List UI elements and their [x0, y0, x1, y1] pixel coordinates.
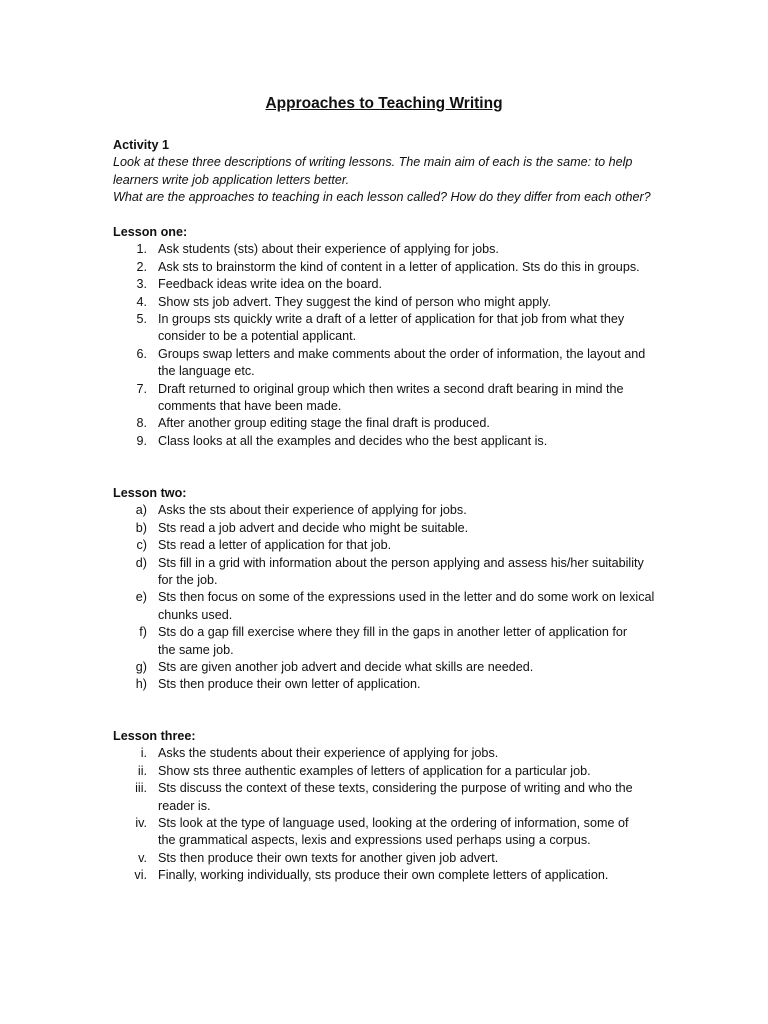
- lesson-step: [113, 659, 673, 676]
- step-text-line: Draft returned to original group which then writes a second draft bearing in mind the: [158, 381, 624, 396]
- lesson-step: [113, 381, 673, 416]
- activity-section: [113, 137, 673, 207]
- activity-intro-line: What are the approaches to teaching in each lesson called? How do they differ from each other?: [113, 190, 651, 205]
- lesson-step: [113, 259, 673, 276]
- step-marker: vi.: [134, 868, 147, 883]
- lesson-step: [113, 815, 673, 850]
- step-text-line: consider to be a potential applicant.: [158, 329, 357, 344]
- lesson-step: [113, 241, 673, 258]
- lesson-one-section: [113, 224, 673, 450]
- step-text-line: Ask students (sts) about their experience of applying for jobs.: [158, 242, 499, 257]
- lesson-three-section: [113, 728, 673, 885]
- step-text-line: Sts fill in a grid with information about the person applying and assess his/her suitability: [158, 555, 644, 570]
- lesson-heading: Lesson three:: [113, 729, 196, 743]
- activity-intro-line: learners write job application letters better.: [113, 172, 350, 187]
- step-marker: 1.: [136, 242, 147, 257]
- step-marker: v.: [138, 850, 147, 865]
- step-marker: g): [135, 660, 147, 675]
- lesson-step: [113, 780, 673, 815]
- step-text-line: the grammatical aspects, lexis and expressions used perhaps using a corpus.: [158, 833, 591, 848]
- step-text-line: comments that have been made.: [158, 399, 342, 414]
- step-marker: 8.: [136, 416, 147, 431]
- step-text-line: Sts are given another job advert and decide what skills are needed.: [158, 660, 534, 675]
- step-text-line: Sts then produce their own letter of application.: [158, 677, 421, 692]
- step-text-line: for the job.: [158, 573, 218, 588]
- step-marker: c): [136, 538, 147, 553]
- step-marker: ii.: [137, 763, 147, 778]
- lesson-step: [113, 555, 673, 590]
- lesson-heading: Lesson two:: [113, 486, 187, 500]
- lesson-step: [113, 346, 673, 381]
- step-text-line: Show sts job advert. They suggest the kind of person who might apply.: [158, 294, 551, 309]
- step-marker: f): [139, 625, 147, 640]
- step-text-line: Show sts three authentic examples of letters of application for a particular job.: [158, 763, 591, 778]
- step-marker: 5.: [136, 312, 147, 327]
- lesson-two-section: [113, 485, 673, 694]
- step-text-line: Groups swap letters and make comments about the order of information, the layout and: [158, 346, 646, 361]
- step-marker: 4.: [136, 294, 147, 309]
- step-marker: 9.: [136, 433, 147, 448]
- step-text-line: Sts discuss the context of these texts, considering the purpose of writing and who the: [158, 781, 633, 796]
- step-text-line: Finally, working individually, sts produce their own complete letters of application.: [158, 868, 609, 883]
- step-text-line: reader is.: [158, 798, 211, 813]
- lesson-step: [113, 589, 673, 624]
- step-marker: 2.: [136, 259, 147, 274]
- lesson-step: [113, 276, 673, 293]
- lesson-step: [113, 850, 673, 867]
- activity-intro-line: Look at these three descriptions of writing lessons. The main aim of each is the same: to help: [113, 155, 633, 170]
- step-marker: 7.: [136, 381, 147, 396]
- lesson-step: [113, 763, 673, 780]
- lesson-step: [113, 537, 673, 554]
- lesson-step: [113, 745, 673, 762]
- step-marker: iii.: [135, 781, 147, 796]
- lesson-step: [113, 433, 673, 450]
- lesson-step: [113, 311, 673, 346]
- step-marker: 6.: [136, 346, 147, 361]
- lesson-step-list: [113, 502, 673, 693]
- step-text-line: the language etc.: [158, 364, 255, 379]
- step-text-line: Sts read a letter of application for that job.: [158, 538, 392, 553]
- step-text-line: Sts then produce their own texts for another given job advert.: [158, 850, 499, 865]
- step-marker: b): [135, 520, 147, 535]
- step-text-line: Ask sts to brainstorm the kind of content in a letter of application. Sts do this in groups.: [158, 259, 640, 274]
- step-text-line: After another group editing stage the final draft is produced.: [158, 416, 490, 431]
- step-marker: h): [135, 677, 147, 692]
- step-marker: d): [135, 555, 147, 570]
- step-text-line: Class looks at all the examples and decides who the best applicant is.: [158, 433, 548, 448]
- activity-heading: Activity 1: [113, 138, 169, 152]
- lesson-step: [113, 676, 673, 693]
- lesson-step: [113, 520, 673, 537]
- step-text-line: Sts look at the type of language used, looking at the ordering of information, some of: [158, 816, 629, 831]
- lesson-step-list: [113, 241, 673, 450]
- step-text-line: Sts then focus on some of the expressions used in the letter and do some work on lexical: [158, 590, 655, 605]
- lesson-step: [113, 624, 673, 659]
- lesson-step: [113, 867, 673, 884]
- lesson-heading: Lesson one:: [113, 225, 188, 239]
- step-text-line: In groups sts quickly write a draft of a letter of application for that job from what they: [158, 312, 625, 327]
- step-text-line: Sts do a gap fill exercise where they fill in the gaps in another letter of application for: [158, 625, 628, 640]
- lesson-step-list: [113, 745, 673, 884]
- step-text-line: Sts read a job advert and decide who might be suitable.: [158, 520, 469, 535]
- lesson-step: [113, 502, 673, 519]
- step-marker: iv.: [135, 816, 147, 831]
- step-text-line: Asks the sts about their experience of applying for jobs.: [158, 503, 467, 518]
- step-marker: i.: [140, 746, 147, 761]
- step-text-line: Asks the students about their experience of applying for jobs.: [158, 746, 499, 761]
- step-marker: e): [135, 590, 147, 605]
- page-title: Approaches to Teaching Writing: [265, 95, 503, 112]
- lesson-step: [113, 415, 673, 432]
- step-marker: a): [135, 503, 147, 518]
- step-text-line: the same job.: [158, 642, 234, 657]
- step-text-line: Feedback ideas write idea on the board.: [158, 277, 383, 292]
- lesson-step: [113, 294, 673, 311]
- step-text-line: chunks used.: [158, 607, 233, 622]
- step-marker: 3.: [136, 277, 147, 292]
